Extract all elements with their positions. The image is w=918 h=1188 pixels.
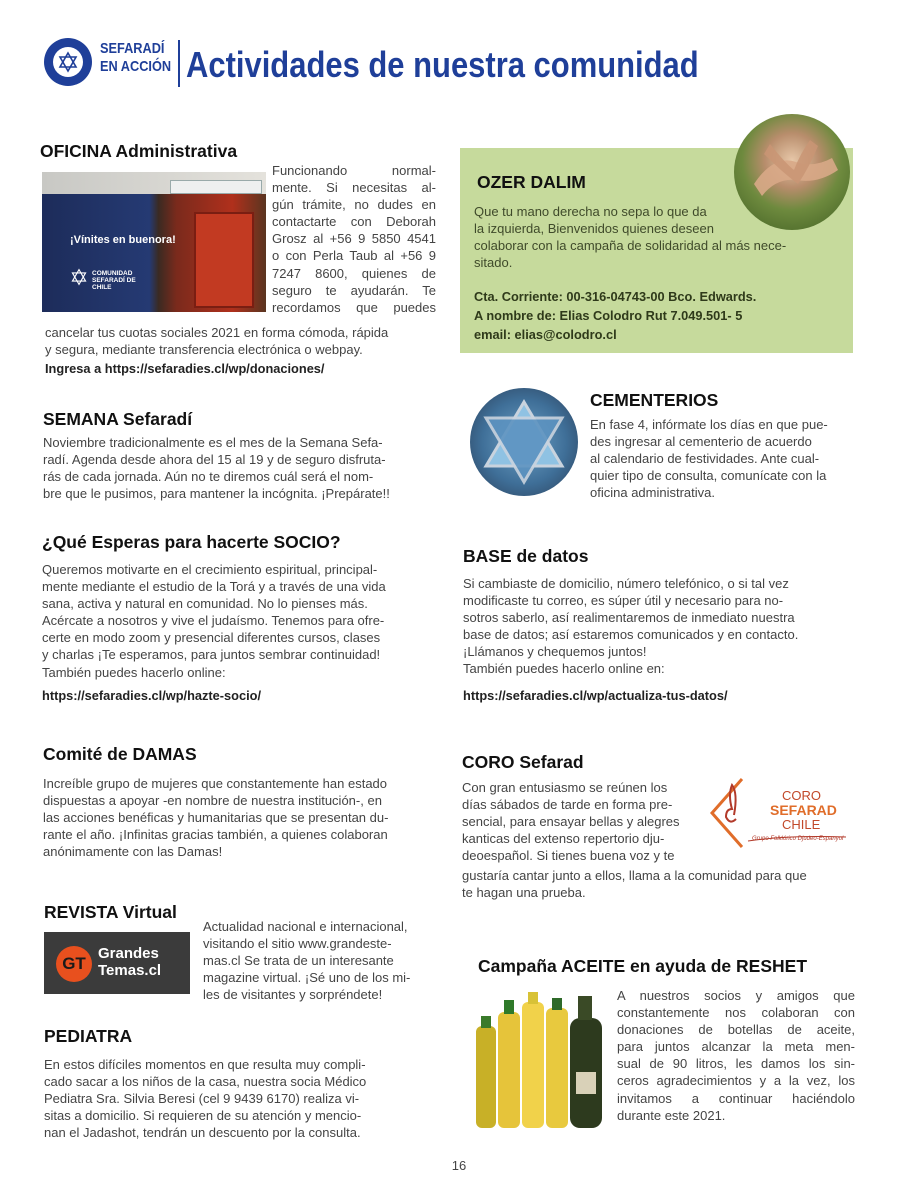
text-line: o con Perla Taub al +56 9 [272,248,436,264]
gt-logo-mark: GT [56,946,92,982]
text-line: gustaría cantar junto a ellos, llama a la comunidad para que [462,868,807,883]
text-line: En fase 4, infórmate los días en que pue- [590,417,828,432]
text-line: y segura, mediante transferencia electrónica o webpay. [45,342,363,358]
text-line: dispuestas a apoyar -en nombre de nuestra institución-, en [43,793,382,809]
text-line: En estos difíciles momentos en que resulta muy compli- [44,1057,366,1072]
text-line: ceros agradecimientos y a la vez, los [617,1073,855,1089]
text-line: anónimamente con las Damas! [43,844,223,860]
hazte-socio-link[interactable]: https://sefaradies.cl/wp/hazte-socio/ [42,688,262,703]
text-line: les de visitantes y sorpréndete! [203,987,383,1003]
text-line: Con gran entusiasmo se reúnen los [462,780,668,795]
text-line: Que tu mano derecha no sepa lo que da [474,204,707,219]
text-line: mas.cl Se trata de un interesante [203,953,394,969]
text-line: mente. Si necesitas al- [272,180,436,196]
text-line: nan el Jadashot, tendrán un descuento por la consulta. [44,1125,361,1141]
text-line: cado sacar a los niños de la casa, nuestra socia Médico [44,1074,367,1090]
semana-body [43,434,438,502]
ozer-account-name: A nombre de: Elias Colodro Rut 7.049.501- 5 [474,308,743,323]
coro-logo-line3: CHILE [782,817,821,832]
text-line: gún trámite, no dudes en [272,197,436,213]
ozer-account: Cta. Corriente: 00-316-04743-00 Bco. Edwards. [474,289,757,304]
socio-body [42,561,439,681]
base-heading: BASE de datos [463,546,589,566]
oficina-full-text [45,324,440,358]
coro-full-text [462,867,862,901]
brand-logo [44,38,92,86]
cementerio-photo [470,388,578,496]
ozer-body [474,203,846,271]
text-line: bre que le pusimos, para mantener la incógnita. ¡Prepárate!! [43,486,390,502]
photo-door [194,212,254,308]
coro-side-text [462,779,702,864]
text-line: Noviembre tradicionalmente es el mes de la Semana Sefa- [43,435,383,450]
coro-logo-line1: CORO [782,788,821,803]
photo-sign [170,180,262,194]
text-line: para juntos alcanzar la meta men- [617,1039,855,1055]
coro-logo [708,775,856,853]
text-line: base de datos; así estaremos comunicados y en contacto. [463,627,799,643]
aceite-body [617,987,855,1124]
text-line: invitamos a continuar haciéndolo [617,1090,855,1106]
ozer-email-link[interactable]: email: elias@colodro.cl [474,327,617,342]
text-line: cancelar tus cuotas sociales 2021 en forma cómoda, rápida [45,325,389,340]
cementerios-body [590,416,858,501]
text-line: des ingresar al cementerio de acuerdo [590,434,812,450]
actualiza-datos-link[interactable]: https://sefaradies.cl/wp/actualiza-tus-datos/ [463,688,728,703]
revista-body [203,918,439,1003]
donaciones-link[interactable]: Ingresa a https://sefaradies.cl/wp/donaciones/ [45,361,325,376]
text-line: También puedes hacerlo online: [42,664,226,680]
oficina-photo [42,172,266,312]
photo-logo-text: COMUNIDAD SEFARADÍ DE CHILE [92,270,136,291]
text-line: durante este 2021. [617,1107,726,1123]
coro-logo-line2: SEFARAD [770,802,837,818]
star-of-david-icon [53,47,83,77]
text-line: sual de 90 litros, les damos los sin- [617,1056,855,1072]
text-line: recordamos que puedes [272,299,436,315]
damas-heading: Comité de DAMAS [43,744,197,764]
text-line: sotros saberlo, así realimentaremos de inmediato nuestra [463,610,795,626]
text-line: rante el año. ¡Infinitas gracias también, a quienes colaboran [43,827,388,843]
text-line: Acércate a nosotros y vive el judaísmo. Tenemos para ofre- [42,613,385,629]
star-of-david-icon [70,268,88,286]
text-line: Increíble grupo de mujeres que constantemente han estado [43,776,388,791]
base-body [463,575,858,678]
text-line: oficina administrativa. [590,485,715,501]
text-line: y charlas ¡Te esperamos, para juntos sembrar continuidad! [42,647,381,663]
text-line: deoespañol. Si tienes buena voz y te [462,848,675,864]
text-line: rás de cada jornada. Aún no te diremos cuál será el nom- [43,469,374,485]
text-line: días sábados de tarde en forma pre- [462,797,673,813]
coro-heading: CORO Sefarad [462,752,584,772]
text-line: seguro te ayudarán. Te [272,282,436,298]
section-brand [100,40,171,76]
cementerios-heading: CEMENTERIOS [590,390,719,410]
text-line: sitado. [474,255,513,271]
gt-logo-line2: Temas.cl [98,962,162,979]
pediatra-body [44,1056,414,1141]
text-line: quier tipo de consulta, comunícate con la [590,468,827,484]
revista-heading: REVISTA Virtual [44,902,177,922]
page-title: Actividades de nuestra comunidad [186,44,699,85]
damas-body [43,775,440,860]
oficina-side-text [272,162,436,316]
ozer-heading: OZER DALIM [477,172,586,192]
text-line: constantemente nos colaboran con [617,1005,855,1021]
text-line: radí. Agenda desde ahora del 15 al 19 y de seguro disfruta- [43,452,386,468]
text-line: te hagan una prueba. [462,885,586,901]
text-line: Queremos motivarte en el crecimiento espiritual, principal- [42,562,378,577]
page-number: 16 [451,1158,467,1173]
text-line: kanticas del extenso repertorio dju- [462,831,665,847]
text-line: También puedes hacerlo online en: [463,661,665,677]
photo-sign-text: ¡Vínites en buenora! [70,234,176,246]
text-line: Actualidad nacional e internacional, [203,919,408,934]
text-line: donaciones de botellas de aceite, [617,1022,855,1038]
brand-line-2: EN ACCIÓN [100,58,172,75]
text-line: magazine virtual. ¡Sé uno de los mi- [203,970,411,986]
text-line: visitando el sitio www.grandeste- [203,936,392,952]
text-line: A nuestros socios y amigos que [617,988,855,1003]
coro-logo-subtitle: Grupo Folklórico Djudeo-Espanyol [752,836,844,842]
text-line: al calendario de festividades. Ante cual- [590,451,820,467]
text-line: sitas a domicilio. Si requieren de su atención y mencio- [44,1108,362,1124]
oficina-heading: OFICINA Administrativa [40,141,238,161]
text-line: colaborar con la campaña de solidaridad al más nece- [474,238,787,254]
text-line: contactarte con Deborah [272,214,436,230]
text-line: ¡Llámanos y chequemos juntos! [463,644,647,660]
text-line: Grosz al +56 9 5850 4541 [272,231,436,247]
text-line: Si cambiaste de domicilio, número telefónico, o si tal vez [463,576,789,591]
socio-heading: ¿Qué Esperas para hacerte SOCIO? [42,532,341,552]
brand-line-1: SEFARADÍ [100,40,165,57]
text-line: 7247 8600, quienes de [272,265,436,281]
text-line: modificaste tu correo, es súper útil y necesario para no- [463,593,784,609]
header-divider [178,40,180,87]
oil-bottles-photo [472,988,610,1130]
grandes-temas-logo [44,932,190,994]
text-line: Pediatra Sra. Silvia Beresi (cel 9 9439 6170) realiza vi- [44,1091,360,1107]
text-line: certe en modo zoom y presencial diferentes cursos, clases [42,630,381,646]
pediatra-heading: PEDIATRA [44,1026,133,1046]
text-line: las acciones benéficas y humanitarias que se presentan du- [43,810,389,826]
text-line: Funcionando normal- [272,163,436,178]
semana-heading: SEMANA Sefaradí [43,409,193,429]
aceite-heading: Campaña ACEITE en ayuda de RESHET [478,956,808,976]
text-line: sencial, para ensayar bellas y alegres [462,814,680,830]
text-line: sana, activa y natural en comunidad. No lo pienses más. [42,596,368,612]
text-line: la izquierda, Bienvenidos quienes deseen [474,221,714,237]
gt-logo-line1: Grandes [98,945,159,962]
text-line: mente mediante el estudio de la Torá y a través de una vida [42,579,386,595]
